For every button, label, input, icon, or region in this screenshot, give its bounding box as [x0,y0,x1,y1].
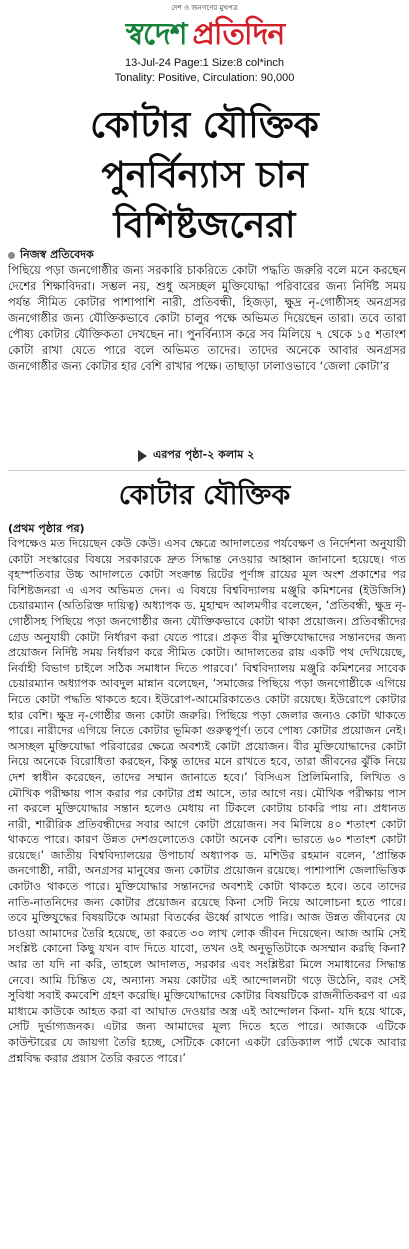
continued-note [138,446,254,465]
article-body: বিপক্ষেও মত দিয়েছেন কেউ কেউ। এসব ক্ষেত্রে আদালতের পর্যবেক্ষণ ও নির্দেশনা অনুযায়ী কোটা সংস্কারের বিষয়ে সরকারকে দ্রুত সিদ্ধান্ত নেওয়ার আহ্বান জানানো হয়েছে। গত বৃহস্পতিবার উচ্চ আদালতে কোটা সংক্রান্ত রিটের পূর্ণাঙ্গ রায়ের মূল অংশ প্রকাশের পর বিশিষ্টজনরা এ এসব অভিমত দেন। এ বিষয়ে বিশ্ববিদ্যালয় মঞ্জুরি কমিশনের (ইউজিসি) চেয়ারম্যান (অতিরিক্ত দায়িত্ব) অধ্যাপক ড. মুহাম্মদ আলমগীর বলেছেন, ‘প্রতিবন্ধী, ক্ষুদ্র নৃ-গোষ্ঠীসহ পিছিয়ে পড়া জনগোষ্ঠীর জন্য যৌক্তিকভাবে কোটা থাকা প্রয়োজন। প্রতিবন্ধীদের গ্রেড অনুযায়ী কোটা নির্ধারণ করা যেতে পারে। প্রকৃত বীর মুক্তিযোদ্ধাদের সন্তানদের জন্য প্রয়োজন নির্দিষ্ট সময় নির্ধারণ করে সীমিত কোটা। আদালতের রায় একটি পথ দেখিয়েছে, নির্বাহী বিভাগ চাইলে সঠিক সমাধান দিতে পারবে।’ বিশ্ববিদ্যালয় মঞ্জুরি কমিশনের সাবেক চেয়ারম্যান অধ্যাপক আবদুল মান্নান বলেছেন, ‘সমাজের পিছিয়ে পড়া জনগোষ্ঠীকে এগিয়ে নিতে কোটা পদ্ধতি থাকতে হবে। ইউরোপ-আমেরিকাতেও কোটা রয়েছে। ইউরোপে কোটার হার বেশি। ক্ষুদ্র নৃ-গোষ্ঠীর জন্য কোটা জরুরি। পিছিয়ে পড়া জেলার জন্যও কোটা থাকতে পারে। নারীদের এগিয়ে নিতে কোটার ভূমিকা গুরুত্বপূর্ণ। তবে পোষ্য কোটার প্রয়োজন নেই। অসচ্ছল মুক্তিযোদ্ধা পরিবারের ক্ষেত্রে অবশ্যই কোটা প্রয়োজন। বীর মুক্তিযোদ্ধাদের কোটা নিয়ে অনেকে বিরোধিতা করছেন, কিন্তু তাদের মনে রাখতে হবে, তারা জীবনের ঝুঁকি নিয়ে দেশ স্বাধীন করেছেন, তাদের সম্মান জানাতে হবে।’ বিসিএস প্রিলিমিনারি, লিখিত ও মৌখিক পরীক্ষায় পাস করার পর কোটার প্রশ্ন আসে, তার আগে নয়। মৌখিক পরীক্ষায় পাস না করলে মুক্তিযোদ্ধার সন্তান হলেও মেধায় না টিকলে কোটায় চাকরি পায় না। প্রধানত নারী, শারীরিক প্রতিবন্ধীদের সবার আগে কোটা প্রয়োজন। সব মিলিয়ে ৪০ শতাংশ কোটা থাকতে পারে। কারণ উন্নত দেশগুলোতেও কোটা অনেক বেশি। ভারতে ৬০ শতাংশ কোটা রয়েছে।’ জাতীয় বিশ্ববিদ্যালয়ের উপাচার্য অধ্যাপক ড. মশিউর রহমান বলেন, ‘প্রান্তিক জনগোষ্ঠী, নারী, অনগ্রসর মানুষের জন্য কোটার প্রয়োজন রয়েছে। পাশাপাশি জেলাভিত্তিক কোটাও থাকতে পারে। মুক্তিযোদ্ধার সন্তানদের অবশ্যই কোটা থাকতে হবে। তবে তাদের নাতি-নাতনিদের জন্য কোটার প্রয়োজন রয়েছে কিনা সেটি নিয়ে আলোচনা হতে পারে। তবে মুক্তিযুদ্ধের বিষয়টিকে আমরা বিতর্কের ঊর্ধ্বে রাখতে পারি। আজ উন্নত জীবনের যে চাওয়া আমাদের তৈরি হয়েছে, তা করতে ৩০ লাখ লোক জীবন দিয়েছেন। আজ আমি সেই সংশ্লিষ্ট কোনো কিছু যখন বাদ দিতে যাবো, তখন ওই অনুভূতিটাকে অসম্মান করছি কিনা? আর তা যদি না করি, তাহলে আদালত, সরকার এবং সংশ্লিষ্টরা মিলে সমাধানের সিদ্ধান্ত নেবে। আমি চিন্তিত যে, অন্যান্য সময় কোটার এই আন্দোলনটা গড়ে উঠেনি, বরং সেই সুবিধা সবাই কমবেশি গ্রহণ করেছি। মুক্তিযোদ্ধাদের কোটার বিষয়টিকে রাজনীতিকরণ বা এর মাধ্যমে কাউকে আহত করা বা আঘাত দেওয়ার অস্ত্র এই আন্দোলন কিনা- যদি হয়ে থাকে, সেটি দুর্ভাগ্যজনক। এটার জন্য আমাদের মূল্য দিতে হতে পারে। আজকে এটিকে কাউন্টারের যে জায়গা তৈরি হচ্ছে, সেটিকে কোনো একটা রেডিক্যাল পার্ট থেকে আবার প্রশ্নবিদ্ধ করার প্রয়াস তৈরি করতে পারে।’ [8,537,406,1065]
logo-text-protidin: প্রতিদিন [192,17,285,52]
article-headline [0,100,409,250]
clipping-tonality-line: Tonality: Positive, Circulation: 90,000 [114,72,295,84]
headline-line: কোটার যৌক্তিক [90,104,319,146]
clipping-date-line: 13-Jul-24 Page:1 Size:8 col*inch [125,57,284,69]
logo-text-swadesh: স্বদেশ [125,17,187,52]
headline-line: বিশিষ্টজনেরা [113,204,296,246]
from-page-note: (প্রথম পৃষ্ঠার পর) [8,522,85,535]
newspaper-logo [60,12,350,50]
headline-line: পুনর্বিন্যাস চান [101,154,308,196]
arrow-right-icon [138,450,147,462]
section-divider [8,470,406,471]
byline-text: নিজস্ব প্রতিবেদক [20,248,94,261]
bullet-icon [8,252,15,259]
continued-text: এরপর পৃষ্ঠা-২ কলাম ২ [153,448,255,461]
article-intro: পিছিয়ে পড়া জনগোষ্ঠীর জন্য সরকারি চাকরিতে কোটা পদ্ধতি জরুরি বলে মনে করছেন দেশের শিক্ষাবিদরা। সম্ভল নয়, শুধু অসচ্ছল মুক্তিযোদ্ধা পরিবারের জন্য নির্দিষ্ট সময় পর্যন্ত সীমিত কোটার পাশাপাশি নারী, প্রতিবন্ধী, হিজড়া, ক্ষুদ্র নৃ-গোষ্ঠীসহ অনগ্রসর জনগোষ্ঠীর জন্য যৌক্তিকভাবে কোটা চালুর পক্ষে অভিমত দিয়েছেন তারা। তবে তারা পৌষ্য কোটার যৌক্তিকতা দেখছেন না। পুনর্বিন্যাস করে সব মিলিয়ে ৭ থেকে ১৫ শতাংশ কোটা রাখা যেতে পারে বলে অভিমত তাদের। তাদের অনেকে আবার অনগ্রসর জনগোষ্ঠীর জন্য কোটার হার বেশি রাখার পক্ষে। তাছাড়া ঢালাওভাবে ‘জেলা কোটা’র [8,263,406,373]
continuation-headline: কোটার যৌক্তিক [118,480,291,511]
newspaper-tagline: দেশ ও জনগণের মুখপত্র [171,4,238,12]
masthead [0,0,409,90]
